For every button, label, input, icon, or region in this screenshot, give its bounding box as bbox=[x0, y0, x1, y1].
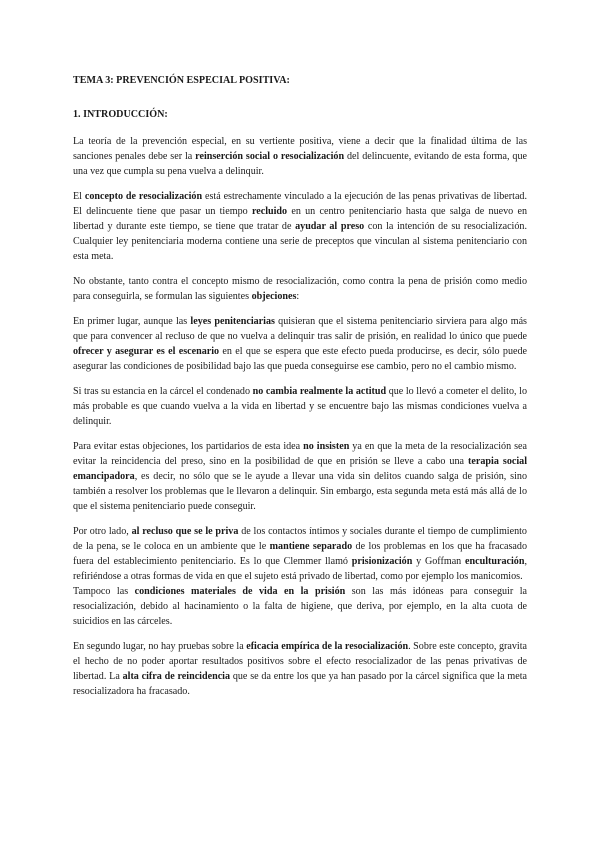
text-run: La teoría de la prevención especial, en su vertiente positiva, viene a decir que la finalidad última de las sanciones penales debe ser la bbox=[73, 136, 527, 162]
text-run: que se da entre los que ya han pasado por la cárcel significa que la meta resocializadora ha fracasado. bbox=[73, 671, 527, 697]
text-run: . Sobre este concepto, gravita el hecho de no poder aportar resultados positivos sobre el efecto resocializador de las penas privativas de libertad. La bbox=[73, 641, 528, 682]
paragraph bbox=[73, 314, 527, 374]
text-run: En primer lugar, aunque las bbox=[73, 316, 191, 327]
bold-term: objeciones bbox=[251, 291, 297, 302]
text-run: en un centro penitenciario hasta que salga de nuevo en libertad y durante este tiempo, se tiene que tratar de bbox=[73, 206, 527, 232]
bold-term: leyes penitenciarias bbox=[190, 316, 275, 327]
text-run: son las más idóneas para conseguir la resocialización, debido al hacinamiento o la falta de higiene, que deriva, por ejemplo, en la alta cuota de suicidios en las cárceles. bbox=[73, 586, 527, 627]
text-run: de los problemas en los que ha fracasado fuera del establecimiento penitenciario. Es lo que Clemmer llamó bbox=[73, 541, 527, 567]
paragraph bbox=[73, 439, 527, 514]
paragraph bbox=[73, 134, 527, 179]
bold-term: prisionización bbox=[351, 556, 413, 567]
bold-term: concepto de resocialización bbox=[84, 191, 203, 202]
bold-term: alta cifra de reincidencia bbox=[122, 671, 231, 682]
paragraph bbox=[73, 639, 527, 699]
text-run: está estrechamente vinculado a la ejecución de las penas privativas de libertad. El delincuente tiene que pasar un tiempo bbox=[73, 191, 527, 217]
paragraph bbox=[73, 189, 527, 264]
text-run: No obstante, tanto contra el concepto mismo de resocialización, como contra la pena de prisión como medio para conseguirla, se formulan las siguientes bbox=[73, 276, 527, 302]
text-run: Por otro lado, bbox=[73, 526, 132, 537]
text-run: , refiriéndose a otras formas de vida en que el sujeto está privado de libertad, como por ejemplo los manicomios. bbox=[73, 556, 527, 582]
text-run: El bbox=[73, 191, 85, 202]
paragraph bbox=[73, 584, 527, 629]
bold-term: reinserción social o resocialización bbox=[195, 151, 345, 162]
paragraph-list bbox=[73, 134, 527, 699]
text-run: Para evitar estas objeciones, los partidarios de esta idea bbox=[73, 441, 304, 452]
text-run: Si tras su estancia en la cárcel el condenado bbox=[73, 386, 253, 397]
text-run: : bbox=[296, 291, 300, 302]
text-run: con la intención de su resocialización. Cualquier ley penitenciaria moderna contiene una serie de preceptos que vinculan al sistema penitenciario con esta meta. bbox=[73, 221, 527, 262]
text-run: y Goffman bbox=[412, 556, 466, 567]
document-title: TEMA 3: PREVENCIÓN ESPECIAL POSITIVA: bbox=[73, 75, 290, 86]
bold-term: enculturación bbox=[465, 556, 525, 567]
paragraph bbox=[73, 384, 527, 429]
text-run: de los contactos íntimos y sociales durante el tiempo de cumplimiento de la pena, se le coloca en un ambiente que le bbox=[73, 526, 527, 552]
bold-term: eficacia empírica de la resocialización bbox=[246, 641, 409, 652]
bold-term: ayudar al preso bbox=[295, 221, 365, 232]
document-body bbox=[73, 73, 527, 709]
text-run: ya en que la meta de la resocialización sea evitar la reincidencia del preso, sino en la posibilidad de que en prisión se lleve a cabo una bbox=[73, 441, 527, 467]
text-run: del delincuente, evitando de esta forma, que una vez que cumpla su pena vuelva a delinquir. bbox=[73, 151, 527, 177]
bold-term: no insisten bbox=[303, 441, 350, 452]
text-run: en el que se espera que este efecto pueda producirse, es decir, sólo puede asegurar las condiciones de posibilidad bajo las que pueda conseguirse ese cambio, pero no el cambio mismo. bbox=[73, 346, 527, 372]
text-run: Tampoco las bbox=[73, 586, 135, 597]
bold-term: mantiene separado bbox=[269, 541, 353, 552]
paragraph bbox=[73, 524, 527, 584]
text-run: que lo llevó a cometer el delito, lo más probable es que cuando vuelva a la vida en libertad y se encuentre bajo las mismas condiciones vuelva a delinquir. bbox=[73, 386, 527, 427]
section-heading: 1. INTRODUCCIÓN: bbox=[73, 109, 168, 120]
text-run: quisieran que el sistema penitenciario sirviera para algo más que para convencer al recluso de que no vuelva a delinquir tras salir de prisión, en realidad lo único que puede bbox=[73, 316, 527, 342]
bold-term: no cambia realmente la actitud bbox=[252, 386, 387, 397]
bold-term: al recluso que se le priva bbox=[131, 526, 239, 537]
bold-term: recluido bbox=[251, 206, 288, 217]
text-run: , es decir, no sólo que se le ayude a llevar una vida sin delitos cuando salga de prisión, sino también a resolver los problemas que le llevaron a delinquir. Sin embargo, esta segunda meta está más allá de lo que el sistema penitenciario puede conseguir. bbox=[73, 471, 527, 512]
text-run: En segundo lugar, no hay pruebas sobre la bbox=[73, 641, 247, 652]
bold-term: ofrecer y asegurar es el escenario bbox=[73, 346, 220, 357]
paragraph bbox=[73, 274, 527, 304]
bold-term: terapia social emancipadora bbox=[73, 456, 527, 482]
bold-term: condiciones materiales de vida en la prisión bbox=[134, 586, 346, 597]
